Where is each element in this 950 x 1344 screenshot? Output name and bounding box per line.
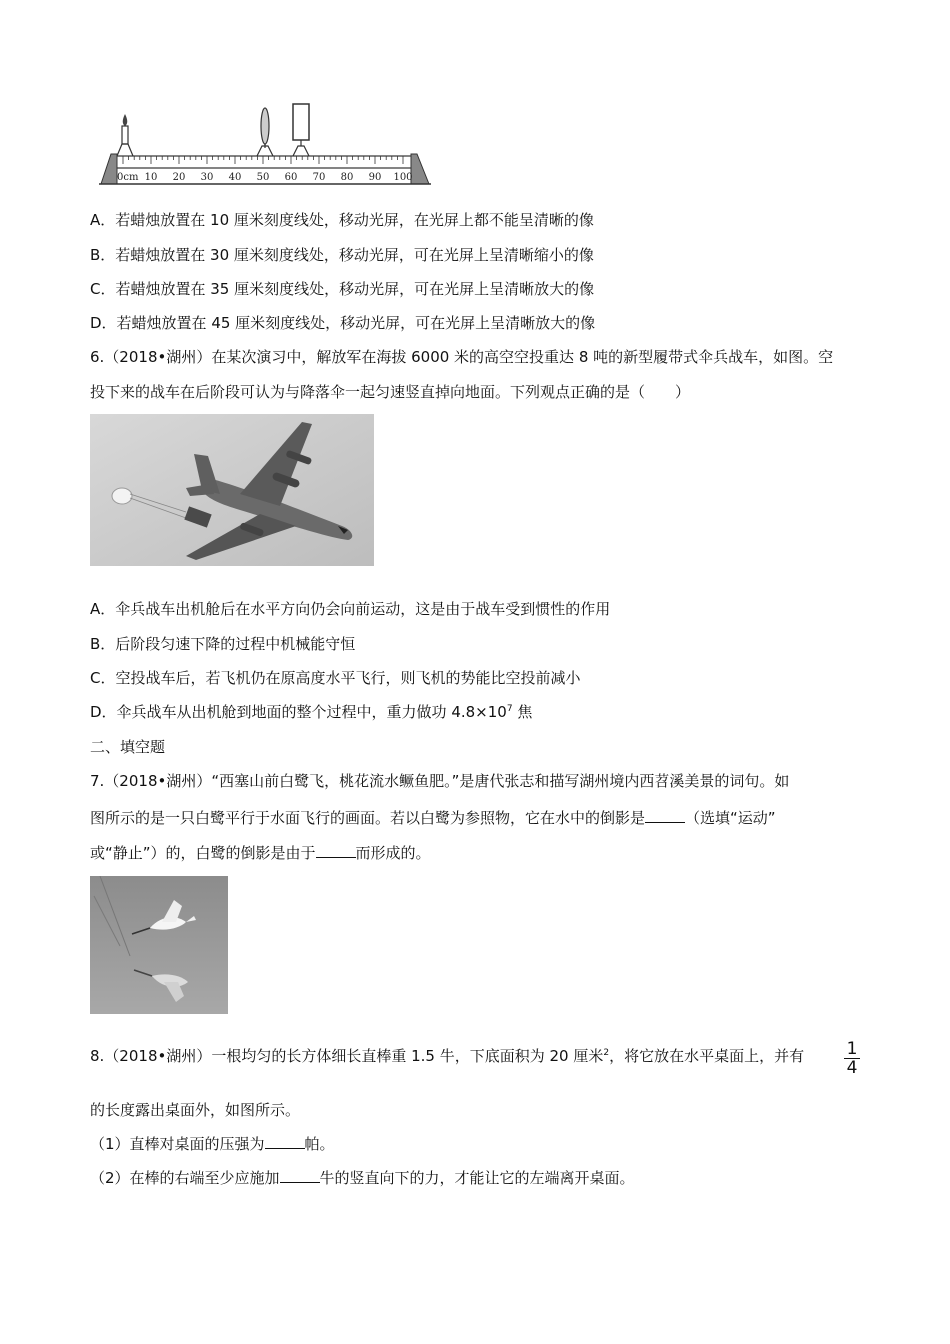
bench-tick-label: 70 — [312, 172, 326, 183]
q5-option-c: C．若蜡烛放置在 35 厘米刻度线处，移动光屏，可在光屏上呈清晰放大的像 — [90, 280, 595, 298]
section-title-fill-blank: 二、填空题 — [90, 738, 166, 756]
optical-bench-figure — [95, 100, 435, 190]
bench-tick-label: 90 — [368, 172, 382, 183]
bench-tick-label: 10 — [144, 172, 158, 183]
egret-reflection-photo — [90, 876, 228, 1014]
q5-option-d: D．若蜡烛放置在 45 厘米刻度线处，移动光屏，可在光屏上呈清晰放大的像 — [90, 314, 596, 332]
q8-stem-line1: 8.（2018•湖州）一根均匀的长方体细长直棒重 1.5 牛，下底面积为 20 厘米$^2$，将它放在水平桌面上，并有 — [90, 1047, 805, 1065]
lens-icon — [257, 108, 273, 156]
bench-tick-label: 80 — [340, 172, 354, 183]
q7-stem-line1: 7.（2018•湖州）“西塞山前白鹭飞，桃花流水鳜鱼肥。”是唐代张志和描写湖州境内西苕溪美景的词句。如 — [90, 772, 790, 790]
fraction-one-quarter: $\frac{1}{4}$ — [844, 1040, 860, 1077]
q8-stem-line2: 的长度露出桌面外，如图所示。 — [90, 1101, 301, 1119]
q7-stem-line2: 图所示的是一只白鹭平行于水面飞行的画面。若以白鹭为参照物，它在水中的倒影是 （选填“运动” — [90, 809, 776, 827]
q5-option-b: B．若蜡烛放置在 30 厘米刻度线处，移动光屏，可在光屏上呈清晰缩小的像 — [90, 246, 594, 264]
bench-tick-label: 50 — [256, 172, 270, 183]
bench-tick-labels — [117, 172, 413, 183]
bench-tick-label: 100 — [393, 172, 413, 183]
q6-stem-line2: 投下来的战车在后阶段可认为与降落伞一起匀速竖直掉向地面。下列观点正确的是（ ） — [90, 383, 691, 401]
aircraft-airdrop-photo — [90, 414, 374, 566]
answer-blank[interactable] — [280, 1167, 320, 1183]
q8-sub1: （1）直棒对桌面的压强为 帕。 — [90, 1135, 335, 1153]
bench-tick-label: 0cm — [117, 172, 139, 183]
q5-option-a: A．若蜡烛放置在 10 厘米刻度线处，移动光屏，在光屏上都不能呈清晰的像 — [90, 211, 594, 229]
bench-tick-label: 20 — [172, 172, 186, 183]
aircraft-photo-svg — [90, 414, 374, 566]
q8-sub2: （2）在棒的右端至少应施加 牛的竖直向下的力，才能让它的左端离开桌面。 — [90, 1169, 635, 1187]
q6-option-c: C．空投战车后，若飞机仍在原高度水平飞行，则飞机的势能比空投前减小 — [90, 669, 581, 687]
q6-option-b: B．后阶段匀速下降的过程中机械能守恒 — [90, 635, 356, 653]
egret-photo-svg — [90, 876, 228, 1014]
answer-blank[interactable] — [316, 842, 356, 858]
answer-blank[interactable] — [645, 807, 685, 823]
q6-option-a: A．伞兵战车出机舱后在水平方向仍会向前运动，这是由于战车受到惯性的作用 — [90, 600, 611, 618]
screen-icon — [293, 104, 309, 156]
q7-stem-line3: 或“静止”）的，白鹭的倒影是由于 而形成的。 — [90, 844, 431, 862]
bench-tick-label: 40 — [228, 172, 242, 183]
q6-option-d: D．伞兵战车从出机舱到地面的整个过程中，重力做功 $4.8\times 10^7$ 焦 — [90, 703, 533, 721]
bench-tick-label: 30 — [200, 172, 214, 183]
answer-blank[interactable] — [265, 1133, 305, 1149]
q6-stem-line1: 6.（2018•湖州）在某次演习中，解放军在海拔 6000 米的高空空投重达 8 吨的新型履带式伞兵战车，如图。空 — [90, 348, 834, 366]
candle-icon — [117, 114, 133, 156]
bench-tick-label: 60 — [284, 172, 298, 183]
optical-bench-svg — [95, 100, 435, 190]
